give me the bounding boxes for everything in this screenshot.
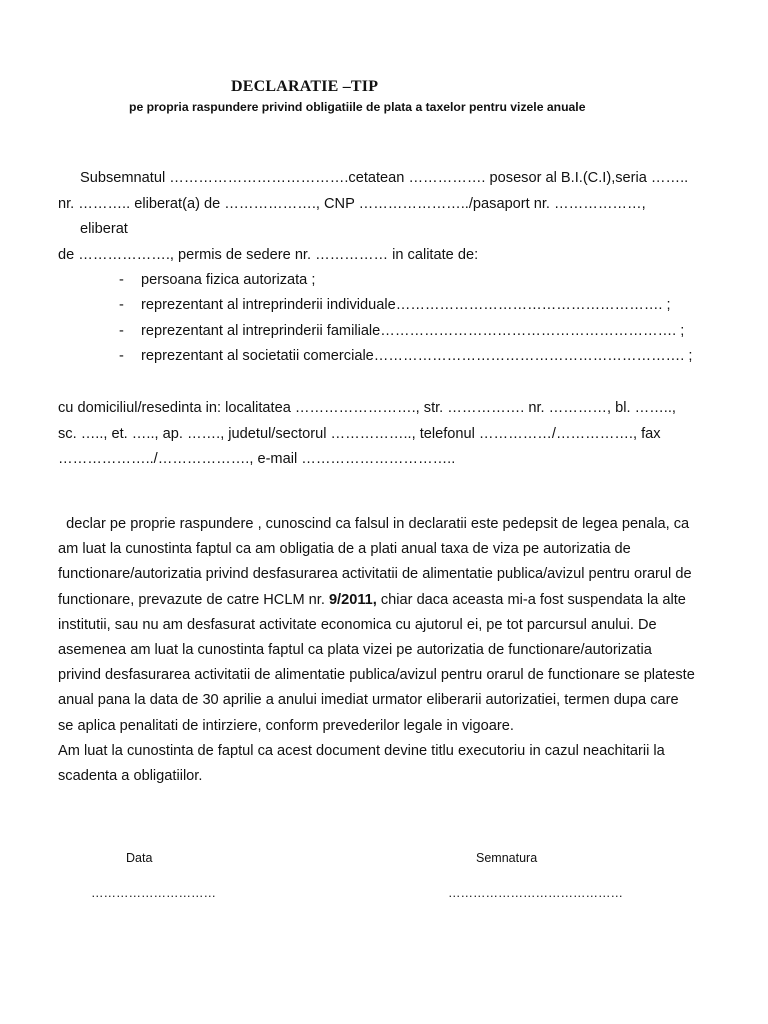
address-line-1: cu domiciliul/resedinta in: localitatea ……………………., str. ……………. nr. …………, bl. ……..,	[58, 400, 676, 416]
declaration-paragraph	[58, 512, 698, 739]
document-title: DECLARATIE –TIP	[231, 78, 379, 95]
capacity-option-label: reprezentant al societatii comerciale………………………………………………………. ;	[141, 348, 693, 364]
identity-line-3: eliberat	[80, 221, 128, 237]
identity-line-4: de ………………., permis de sedere nr. …………… in calitate de:	[58, 247, 479, 263]
declaration-text	[58, 512, 698, 789]
date-field: …………………………	[91, 886, 216, 900]
declaration-text-part-1: declar pe proprie raspundere , cunoscind ca falsul in declaratii este pedepsit de legea penala, ca am luat la cunostinta faptul ca am obligatia de a plati anual taxa de viza pe autorizatia de functionare/autorizatia privind desfasurarea activitatii de alimentatie publica/avizul pentru orarul de functionare, prevazute de catre HCLM nr.	[58, 516, 696, 608]
address-line-3: ………………../………………., e-mail …………………………..	[58, 451, 456, 467]
capacity-option: - reprezentant al societatii comerciale………………………………………………………. ;	[119, 348, 693, 364]
signature-label: Semnatura	[476, 851, 538, 865]
capacity-option-label: reprezentant al intreprinderii familiale……………………………………………………. ;	[141, 323, 685, 339]
capacity-option: - reprezentant al intreprinderii familiale……………………………………………………. ;	[119, 323, 685, 339]
closing-paragraph: Am luat la cunostinta de faptul ca acest document devine titlu executoriu in cazul neachitarii la scadenta a obligatiilor.	[58, 742, 665, 785]
declaration-text-part-2: chiar daca aceasta mi-a fost suspendata la alte institutii, sau nu am desfasurat activitate economica cu ajutorul ei, pe tot parcursul anului. De asemenea am luat la cunostinta faptul ca plata vizei pe autorizatia de functionare/autorizatia privind desfasurarea activitatii de alimentatie publica/avizul pentru orarul de functionare se plateste anual pana la data de 30 aprilie a anului imediat urmator eliberarii autorizatiei, termen dupa care se aplica penalitati de intirziere, conform prevederilor legale in vigoare.	[58, 591, 695, 734]
address-line-2: sc. ….., et. ….., ap. ……., judetul/sectorul …………….., telefonul ……………/……………., fax	[58, 426, 661, 442]
signature-field: ……………………………………	[448, 886, 623, 900]
identity-line-2: nr. ……….. eliberat(a) de ………………., CNP …………………../pasaport nr. ………………,	[58, 196, 646, 212]
capacity-option-label: persoana fizica autorizata ;	[141, 272, 316, 288]
identity-line-1: Subsemnatul ……………………………….cetatean ……………. posesor al B.I.(C.I),seria ……..	[80, 170, 689, 186]
capacity-option-label: reprezentant al intreprinderii individuale………………………………………………. ;	[141, 297, 671, 313]
document-subtitle: pe propria raspundere privind obligatiile de plata a taxelor pentru vizele anuale	[129, 100, 586, 114]
date-label: Data	[126, 851, 153, 865]
capacity-option: - persoana fizica autorizata ;	[119, 272, 316, 288]
hclm-reference: 9/2011,	[328, 591, 377, 608]
capacity-option: - reprezentant al intreprinderii individuale………………………………………………. ;	[119, 297, 671, 313]
